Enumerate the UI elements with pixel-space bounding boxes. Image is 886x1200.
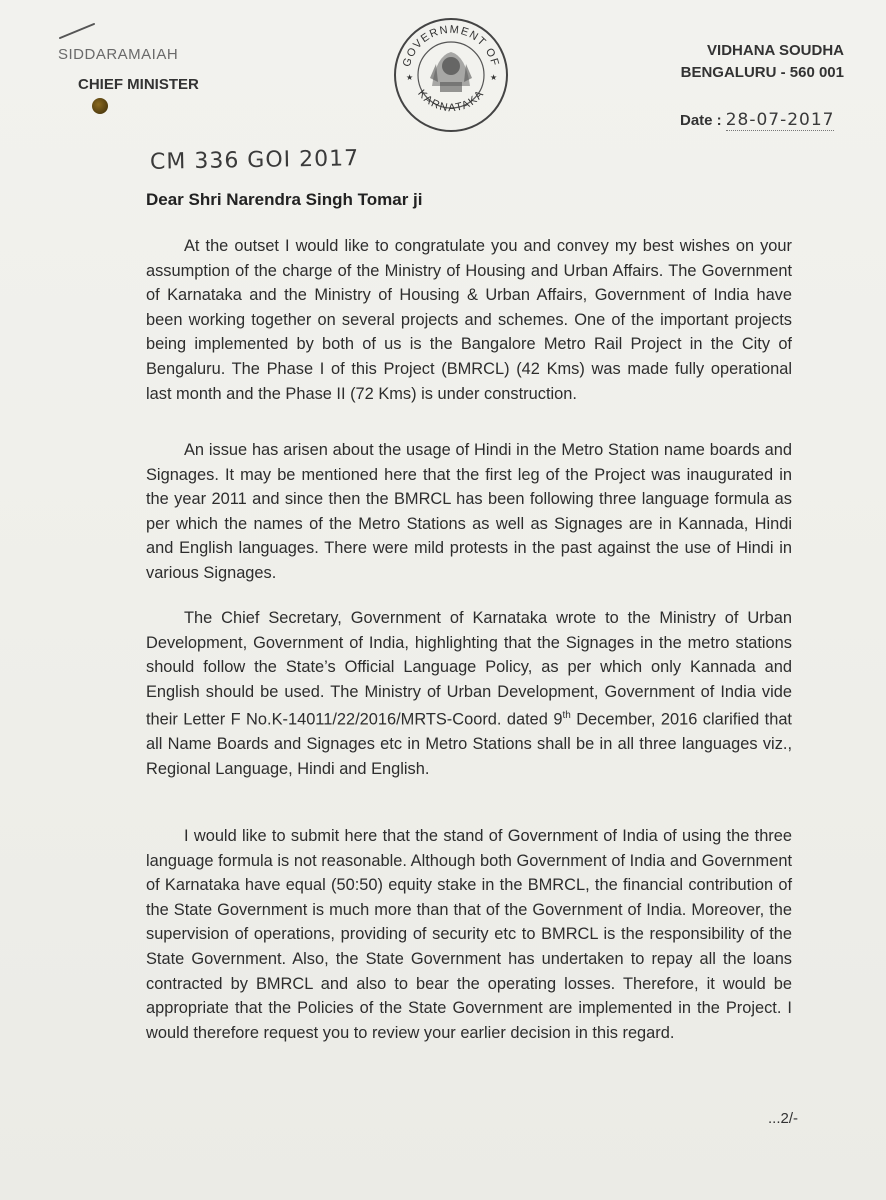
ordinal-suffix: th (562, 710, 571, 722)
address-line-1: VIDHANA SOUDHA (707, 42, 844, 59)
address-line-2: BENGALURU - 560 001 (680, 64, 844, 81)
paragraph-2: An issue has arisen about the usage of Hindi in the Metro Station name boards and Signages. It may be mentioned here that the first leg of the Project was inaugurated in the year 2011 and since then the BMRCL has been following three language formula as per which the names of the Metro Stations as well as Signages are in Kannada, Hindi and English languages. There were mild protests in the past against the use of Hindi in various Signages. (146, 441, 792, 582)
punch-hole (92, 98, 108, 114)
seal-text-top: GOVERNMENT OF (400, 23, 502, 69)
date-row (680, 110, 834, 130)
seal-star-left-icon: ★ (406, 73, 414, 82)
sender-name: SIDDARAMAIAH (58, 46, 179, 63)
paragraph-1: At the outset I would like to congratulate you and convey my best wishes on your assumption of the charge of the Ministry of Housing and Urban Affairs. The Government of Karnataka and the Ministry of Housing & Urban Affairs, Government of India have been working together on several projects and schemes. One of the important projects being implemented by both of us is the Bangalore Metro Rail Project in the City of Bengaluru. The Phase I of this Project (BMRCL) (42 Kms) was made fully operational last month and the Phase II (72 Kms) is under construction. (146, 237, 792, 403)
seal-star-right-icon: ★ (490, 73, 498, 82)
seal-text-bottom: KARNATAKA (415, 87, 487, 115)
handwritten-reference: CM 336 GOI 2017 (149, 146, 360, 175)
government-seal-emblem (392, 16, 510, 134)
address-block (681, 40, 844, 84)
paragraph-3 (146, 606, 792, 782)
paragraph-3-part-a: The Chief Secretary, Government of Karnataka wrote to the Ministry of Urban Development, Government of India, highlighting that the Signages in the metro stations should follow the State’s Official Language Policy, as per which only Kannada and English should be used. The Ministry of Urban Development, Government of India vide their Letter F No.K-14011/22/2016/MRTS-Coord. dated 9 (146, 609, 792, 729)
paragraph-4: I would like to submit here that the stand of Government of India of using the three language formula is not reasonable. Although both Government of India and Government of Karnataka have equal (50:50) equity stake in the BMRCL, the financial contribution of the State Government is much more than that of the Government of India. Moreover, the supervision of operations, providing of security etc to BMRCL is the responsibility of the State Government. Also, the State Government has undertaken to repay all the loans contracted by BMRCL and also to bear the operating losses. Therefore, it would be appropriate that the Policies of the State Government are implemented in the Project. I would therefore request you to review your earlier decision in this regard. (146, 827, 792, 1042)
page-continuation: ...2/- (768, 1110, 799, 1127)
date-label: Date : (680, 112, 722, 129)
paragraph-3-part-b: December, 2016 clarified that all Name Boards and Signages etc in Metro Stations shall be in all three languages viz., Regional Language, Hindi and English. (146, 710, 792, 779)
emblem-crest-icon (430, 52, 472, 92)
salutation: Dear Shri Narendra Singh Tomar ji (146, 190, 423, 209)
date-value: 28-07-2017 (725, 110, 835, 130)
sender-title: CHIEF MINISTER (78, 76, 199, 93)
